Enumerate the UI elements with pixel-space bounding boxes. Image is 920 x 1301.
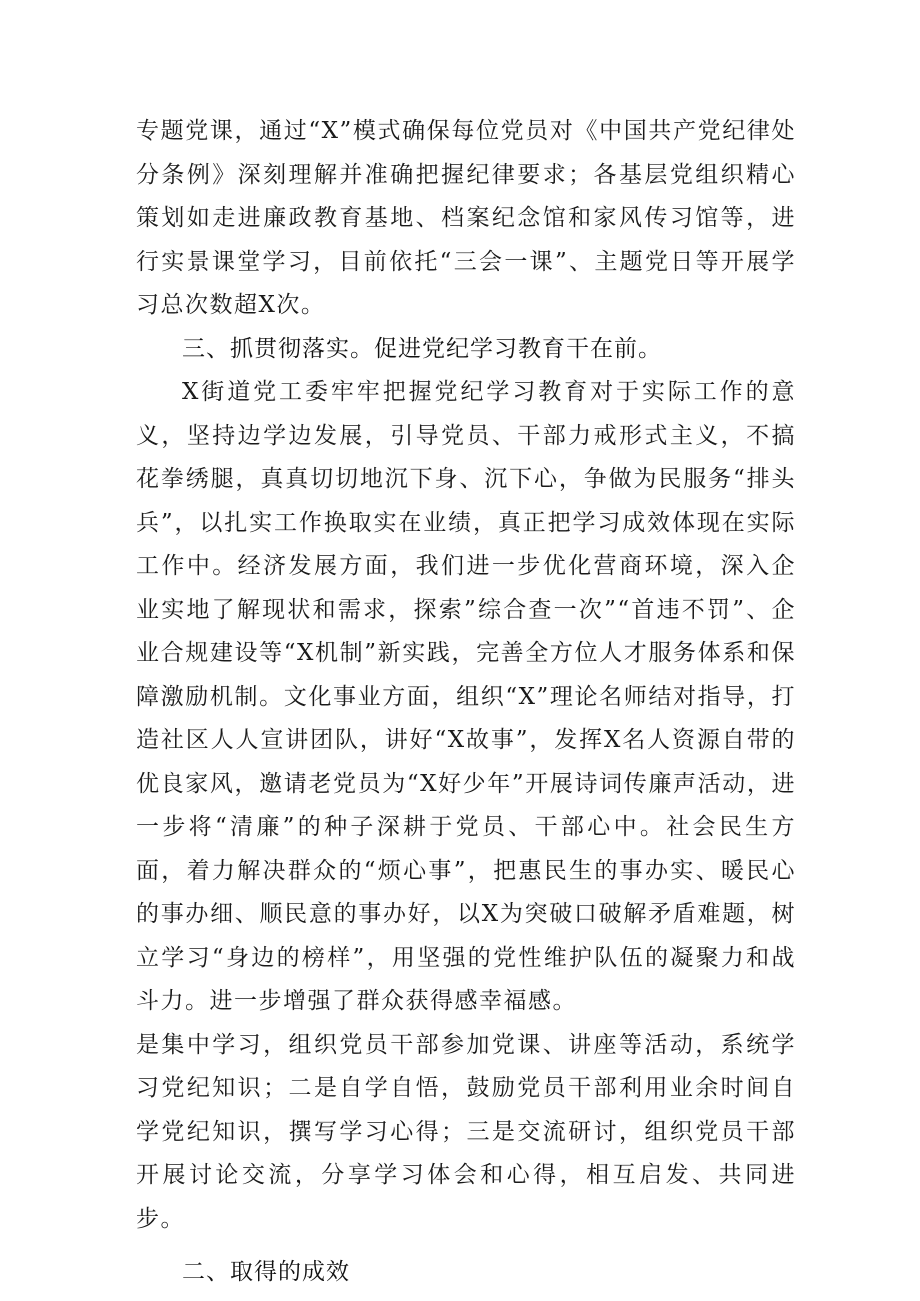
section-heading-results: 二、取得的成效 [182, 1259, 350, 1285]
section-heading-implementation: 三、抓贯彻落实。促进党纪学习教育干在前。 [182, 335, 662, 362]
paragraph-study-methods: 专题党课，通过“X”模式确保每位党员对《中国共产党纪律处分条例》深刻理解并准确把握纪律要求；各基层党组织精心策划如走进廉政教育基地、档案纪念馆和家风传习馆等，进行实景课堂学习，目前依托“三会一课”、主题党日等开展学习总次数超X次。 [136, 118, 796, 318]
paragraph-learning-forms: 是集中学习，组织党员干部参加党课、讲座等活动，系统学习党纪知识；二是自学自悟，鼓励党员干部利用业余时间自学党纪知识，撰写学习心得；三是交流研讨，组织党员干部开展讨论交流，分享学习体会和心得，相互启发、共同进步。 [136, 1031, 796, 1232]
paragraph-implementation: X街道党工委牢牢把握党纪学习教育对于实际工作的意义，坚持边学边发展，引导党员、干部力戒形式主义，不搞花拳绣腿，真真切切地沉下身、沉下心，争做为民服务“排头兵”，以扎实工作换取实在业绩，真正把学习成效体现在实际工作中。经济发展方面，我们进一步优化营商环境，深入企业实地了解现状和需求，探索”综合查一次”“首违不罚”、企业合规建设等“X机制”新实践，完善全方位人才服务体系和保障激励机制。文化事业方面，组织“X”理论名师结对指导，打造社区人人宣讲团队，讲好“X故事”，发挥X名人资源自带的优良家风，邀请老党员为“X好少年”开展诗词传廉声活动，进一步将“清廉”的种子深耕于党员、干部心中。社会民生方面，着力解决群众的“烦心事”，把惠民生的事办实、暖民心的事办细、顺民意的事办好，以X为突破口破解矛盾难题，树立学习“身边的榜样”，用坚强的党性维护队伍的凝聚力和战斗力。进一步增强了群众获得感幸福感。 [136, 379, 796, 1014]
document-body [136, 110, 796, 1295]
